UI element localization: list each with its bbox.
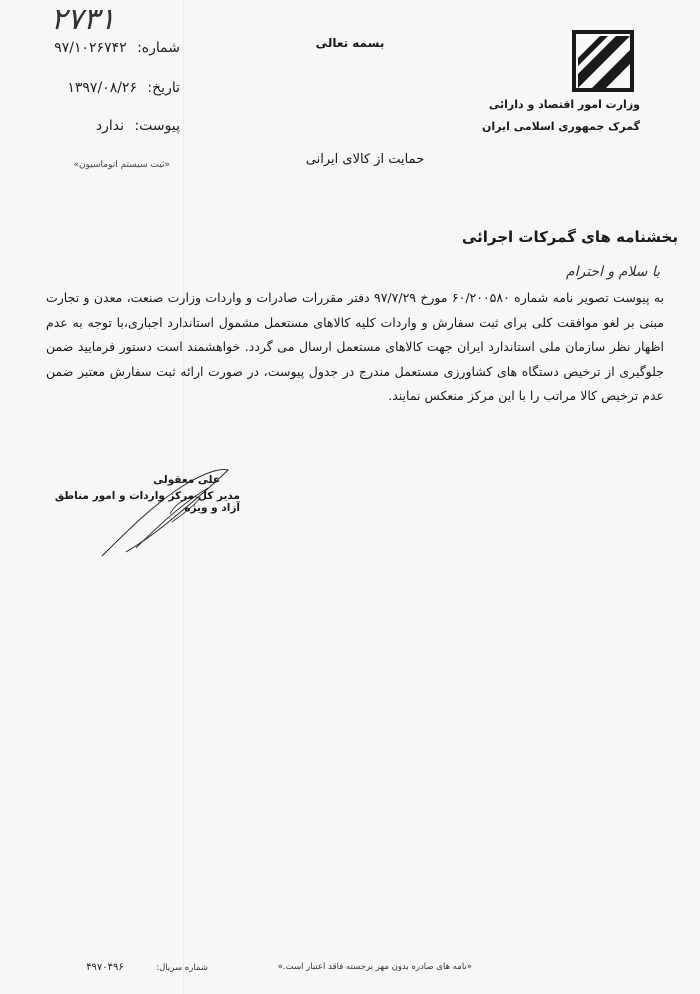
letter-date-value: ۱۳۹۷/۰۸/۲۶ <box>67 80 137 96</box>
greeting: با سلام و احترام <box>565 264 660 280</box>
letter-date-label: تاریخ: <box>147 80 180 96</box>
letter-number-label: شماره: <box>137 40 180 56</box>
handwritten-number: ۲۷۳۱ <box>50 2 116 37</box>
footer-serial-label: شماره سریال: <box>156 963 208 973</box>
ministry-name: وزارت امور اقتصاد و دارائی <box>488 98 640 111</box>
letter-attachment-label: پیوست: <box>134 118 180 134</box>
signatory-name: علی معقولی <box>153 474 220 486</box>
letter-number-value: ۹۷/۱۰۲۶۷۴۲ <box>54 40 127 56</box>
letter-body: به پیوست تصویر نامه شماره ۶۰/۲۰۰۵۸۰ مورخ ۹۷/۷/۲۹ دفتر مقررات صادرات و واردات وزارت صنعت، معدن و تجارت مبنی بر لغو موافقت کلی برای ثبت سفارش و واردات کلیه کالاهای مستعمل مشمول استاندارد اجباری،با توجه به عدم اظهار نظر سازمان ملی استاندارد ایران جهت کالاهای مستعمل ارسال می گردد. خواهشمند است دستور فرمایید ضمن جلوگیری از ترخیص دستگاه های کشاورزی مستعمل مندرج در جدول پیوست، در صورت ارائه ثبت سفارش معتبر ضمن عدم ترخیص کالا مراتب را با این مرکز منعکس نمایند. <box>46 290 665 404</box>
customs-logo-icon <box>572 30 634 92</box>
letter-number <box>30 40 180 56</box>
customs-name: گمرک جمهوری اسلامی ایران <box>481 120 640 133</box>
circular-title: بخشنامه های گمرکات اجرائی <box>461 228 678 246</box>
signatory-title: مدیر کل مرکز واردات و امور مناطق آزاد و ویژه <box>54 490 240 514</box>
basmala: بسمه تعالی <box>315 36 385 50</box>
auto-registration-note: «ثبت سیستم اتوماسیون» <box>73 160 170 170</box>
letter-attachment <box>30 118 180 134</box>
letter-attachment-value: ندارد <box>95 118 124 134</box>
letter-date <box>30 80 180 96</box>
slogan: حمایت از کالای ایرانی <box>305 152 425 167</box>
footer-validity-note: «نامه های صادره بدون مهر برجسته فاقد اعتبار است.» <box>277 962 472 972</box>
footer-serial-value: ۴۹۷۰۴۹۶ <box>86 962 124 973</box>
